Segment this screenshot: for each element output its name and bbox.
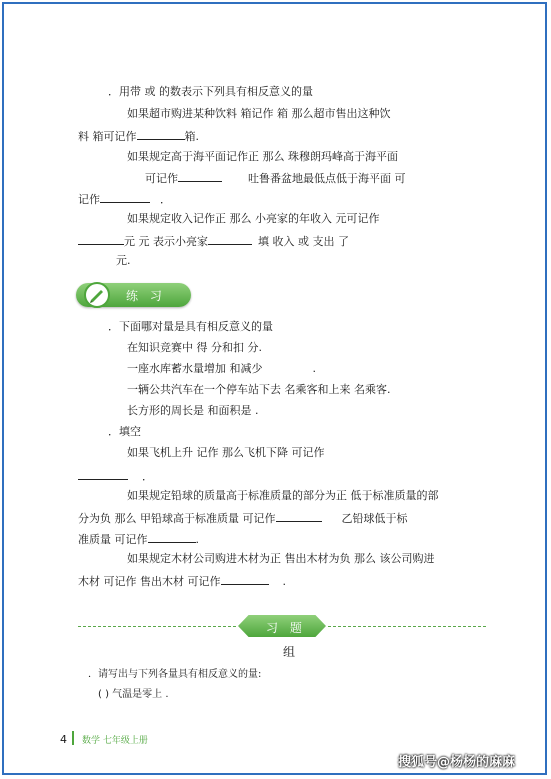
watermark: 搜狐号@杨杨的麻麻 — [398, 755, 516, 770]
practice-badge-label: 练 习 — [126, 289, 166, 303]
divider-left — [78, 626, 236, 627]
practice-1-text: ．下面哪对量是具有相反意义的量 — [108, 320, 273, 333]
page-number: 4 — [60, 733, 67, 746]
practice-1-item-2: 一座水库蓄水量增加 和减少 . — [127, 362, 316, 375]
question-1-text: ．用带 或 的数表示下列具有相反意义的量 — [108, 85, 313, 98]
practice-2-item-3-cont: 木材 可记作 售出木材 可记作 . — [78, 575, 286, 588]
group-label: 组 — [283, 645, 296, 659]
q1-part-2-end: 记作 ． — [78, 193, 171, 206]
footer-divider — [72, 731, 74, 745]
practice-2-item-2-end: 准质量 可记作 . — [78, 533, 199, 546]
exercise-badge — [238, 615, 326, 637]
practice-2-item-2-cont: 分为负 那么 甲铅球高于标准质量 可记作 乙铅球低于标 — [78, 512, 408, 525]
practice-1-item-3: 一辆公共汽车在一个停车站下去 名乘客和上来 名乘客. — [127, 383, 391, 396]
practice-2-text: ．填空 — [108, 425, 141, 438]
practice-2-item-3: 如果规定木材公司购进木材为正 售出木材为负 那么 该公司购进 — [127, 552, 435, 565]
q1-part-1: 如果超市购进某种饮料 箱记作 箱 那么超市售出这种饮 — [127, 107, 391, 120]
practice-badge — [76, 283, 191, 307]
q1-part-3: 如果规定收入记作正 那么 小亮家的年收入 元可记作 — [127, 212, 380, 225]
divider-right — [328, 626, 486, 627]
exercise-badge-label: 习 题 — [266, 621, 306, 635]
book-title: 数学 七年级上册 — [82, 736, 148, 746]
practice-2-item-2: 如果规定铅球的质量高于标准质量的部分为正 低于标准质量的部 — [127, 489, 439, 502]
exercise-1-text: ．请写出与下列各量具有相反意义的量: — [88, 669, 262, 680]
q1-part-1-cont: 料 箱可记作 箱. — [78, 130, 199, 143]
q1-part-3-end: 元. — [116, 254, 131, 267]
q1-part-3-cont: 元 元 表示小亮家 填 收入 或 支出 了 — [78, 233, 349, 249]
practice-1-item-1: 在知识竞赛中 得 分和扣 分. — [127, 341, 262, 354]
q1-part-2: 如果规定高于海平面记作正 那么 珠穆朗玛峰高于海平面 — [127, 150, 398, 163]
practice-1-item-4: 长方形的周长是 和面积是 . — [127, 404, 259, 417]
practice-2-item-1-end: ． — [78, 468, 153, 484]
practice-2-item-1: 如果飞机上升 记作 那么飞机下降 可记作 — [127, 446, 325, 459]
exercise-1-item-1: ( ) 气温是零上 . — [98, 689, 169, 700]
pencil-icon — [84, 282, 110, 308]
q1-part-2-cont: 可记作 吐鲁番盆地最低点低于海平面 可 — [145, 172, 406, 185]
